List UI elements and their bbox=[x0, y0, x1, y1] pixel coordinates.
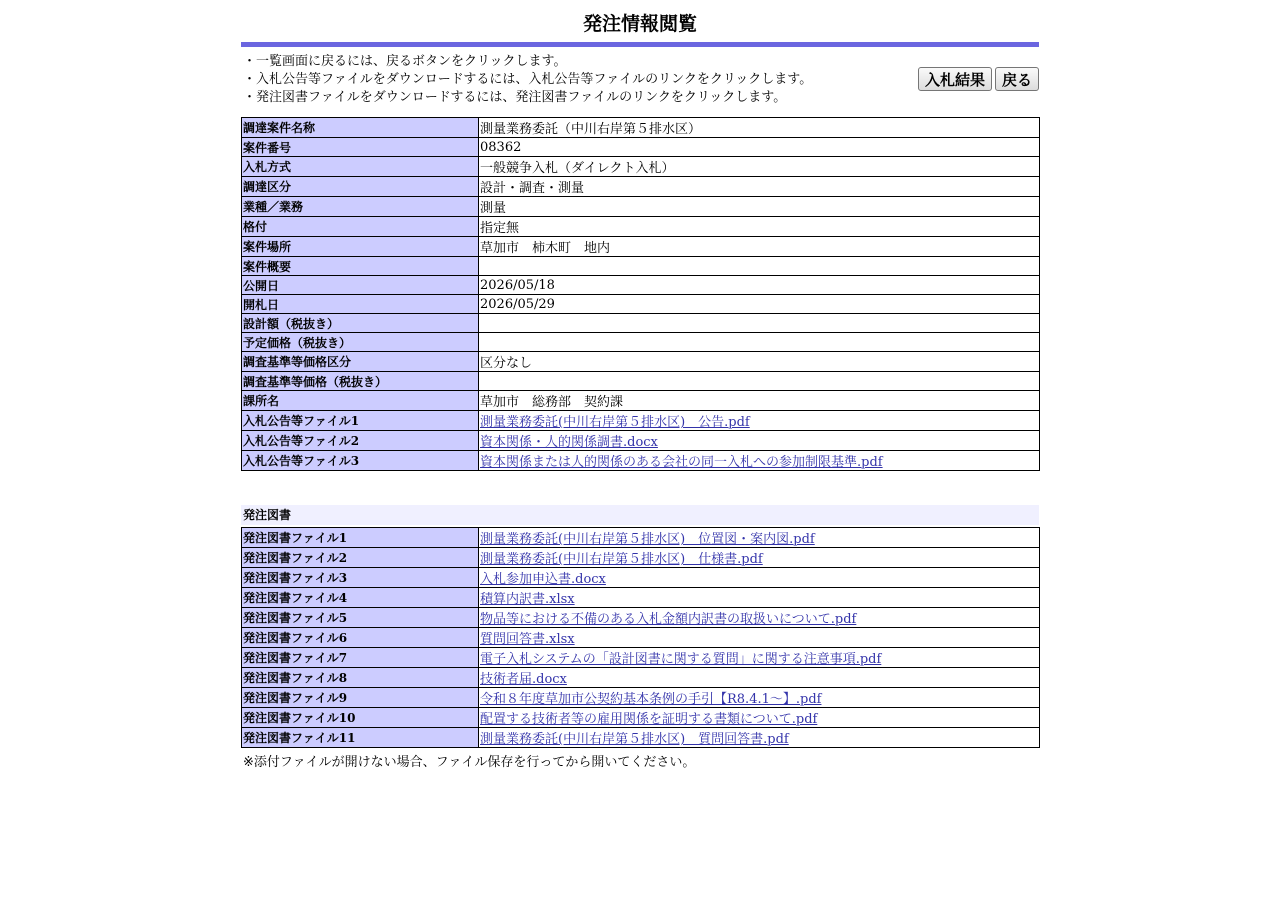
row-value bbox=[479, 372, 1040, 391]
detail-row bbox=[242, 157, 1040, 177]
row-value: 区分なし bbox=[479, 352, 1040, 372]
detail-row bbox=[242, 276, 1040, 295]
document-file-row bbox=[242, 528, 1040, 548]
detail-row bbox=[242, 372, 1040, 391]
row-label: 業種／業務 bbox=[242, 197, 479, 217]
row-value bbox=[479, 257, 1040, 276]
row-label: 入札方式 bbox=[242, 157, 479, 177]
row-value: 2026/05/18 bbox=[479, 276, 1040, 295]
row-value bbox=[479, 431, 1040, 451]
instruction-item: ・一覧画面に戻るには、戻るボタンをクリックします。 bbox=[243, 54, 567, 69]
document-file-row bbox=[242, 548, 1040, 568]
button-group bbox=[918, 67, 1039, 91]
row-label: 案件場所 bbox=[242, 237, 479, 257]
detail-row bbox=[242, 118, 1040, 138]
row-label: 予定価格（税抜き） bbox=[242, 333, 479, 352]
row-label: 調査基準等価格（税抜き） bbox=[242, 372, 479, 391]
footnote: ※添付ファイルが開けない場合、ファイル保存を行ってから開いてください。 bbox=[243, 755, 696, 770]
file-link[interactable]: 積算内訳書.xlsx bbox=[480, 592, 575, 607]
row-label: 発注図書ファイル5 bbox=[242, 608, 479, 628]
row-value bbox=[479, 451, 1040, 471]
row-value: 一般競争入札（ダイレクト入札） bbox=[479, 157, 1040, 177]
detail-row bbox=[242, 295, 1040, 314]
row-label: 案件番号 bbox=[242, 138, 479, 157]
row-label: 発注図書ファイル11 bbox=[242, 728, 479, 748]
file-link[interactable]: 測量業務委託(中川右岸第５排水区) 仕様書.pdf bbox=[480, 552, 763, 567]
row-value bbox=[479, 648, 1040, 668]
file-link[interactable]: 資本関係または人的関係のある会社の同一入札への参加制限基準.pdf bbox=[480, 455, 883, 470]
row-value bbox=[479, 608, 1040, 628]
document-file-row bbox=[242, 648, 1040, 668]
row-value bbox=[479, 548, 1040, 568]
page-title: 発注情報閲覧 bbox=[582, 13, 697, 35]
notice-file-row bbox=[242, 411, 1040, 431]
row-label: 調達案件名称 bbox=[242, 118, 479, 138]
file-link[interactable]: 配置する技術者等の雇用関係を証明する書類について.pdf bbox=[480, 712, 818, 727]
document-file-row bbox=[242, 608, 1040, 628]
file-link[interactable]: 測量業務委託(中川右岸第５排水区) 位置図・案内図.pdf bbox=[480, 532, 815, 547]
row-label: 入札公告等ファイル2 bbox=[242, 431, 479, 451]
documents-table bbox=[241, 527, 1040, 748]
instructions bbox=[241, 47, 1039, 117]
row-label: 発注図書ファイル10 bbox=[242, 708, 479, 728]
detail-row bbox=[242, 352, 1040, 372]
file-link[interactable]: 電子入札システムの「設計図書に関する質問」に関する注意事項.pdf bbox=[480, 652, 882, 667]
row-label: 格付 bbox=[242, 217, 479, 237]
row-label: 開札日 bbox=[242, 295, 479, 314]
document-file-row bbox=[242, 568, 1040, 588]
row-label: 入札公告等ファイル3 bbox=[242, 451, 479, 471]
detail-row bbox=[242, 177, 1040, 197]
row-value bbox=[479, 688, 1040, 708]
file-link[interactable]: 入札参加申込書.docx bbox=[480, 572, 606, 587]
row-value bbox=[479, 728, 1040, 748]
row-value: 08362 bbox=[479, 138, 1040, 157]
row-value bbox=[479, 411, 1040, 431]
row-value bbox=[479, 333, 1040, 352]
row-value bbox=[479, 314, 1040, 333]
instruction-item: ・入札公告等ファイルをダウンロードするには、入札公告等ファイルのリンクをクリックします。 bbox=[243, 72, 813, 87]
row-value: 2026/05/29 bbox=[479, 295, 1040, 314]
document-file-row bbox=[242, 728, 1040, 748]
row-value bbox=[479, 588, 1040, 608]
file-link[interactable]: 測量業務委託(中川右岸第５排水区) 質問回答書.pdf bbox=[480, 732, 789, 747]
row-label: 発注図書ファイル6 bbox=[242, 628, 479, 648]
row-label: 調達区分 bbox=[242, 177, 479, 197]
detail-row bbox=[242, 197, 1040, 217]
row-value: 測量業務委託（中川右岸第５排水区） bbox=[479, 118, 1040, 138]
row-value: 測量 bbox=[479, 197, 1040, 217]
row-label: 発注図書ファイル7 bbox=[242, 648, 479, 668]
bid-results-button[interactable]: 入札結果 bbox=[918, 67, 992, 91]
detail-row bbox=[242, 391, 1040, 411]
row-label: 発注図書ファイル8 bbox=[242, 668, 479, 688]
details-table bbox=[241, 117, 1040, 471]
row-label: 課所名 bbox=[242, 391, 479, 411]
row-label: 発注図書ファイル2 bbox=[242, 548, 479, 568]
document-file-row bbox=[242, 688, 1040, 708]
detail-row bbox=[242, 257, 1040, 276]
file-link[interactable]: 令和８年度草加市公契約基本条例の手引【R8.4.1～】.pdf bbox=[480, 692, 822, 707]
file-link[interactable]: 資本関係・人的関係調書.docx bbox=[480, 435, 658, 450]
document-file-row bbox=[242, 588, 1040, 608]
row-label: 発注図書ファイル9 bbox=[242, 688, 479, 708]
detail-row bbox=[242, 217, 1040, 237]
row-label: 入札公告等ファイル1 bbox=[242, 411, 479, 431]
row-value bbox=[479, 528, 1040, 548]
row-label: 発注図書ファイル1 bbox=[242, 528, 479, 548]
detail-row bbox=[242, 333, 1040, 352]
row-value bbox=[479, 668, 1040, 688]
row-value bbox=[479, 568, 1040, 588]
notice-file-row bbox=[242, 431, 1040, 451]
back-button[interactable]: 戻る bbox=[995, 67, 1039, 91]
documents-heading: 発注図書 bbox=[241, 505, 1039, 525]
row-value: 草加市 柿木町 地内 bbox=[479, 237, 1040, 257]
row-label: 発注図書ファイル3 bbox=[242, 568, 479, 588]
row-value bbox=[479, 708, 1040, 728]
file-link[interactable]: 測量業務委託(中川右岸第５排水区) 公告.pdf bbox=[480, 415, 750, 430]
row-value: 指定無 bbox=[479, 217, 1040, 237]
row-value bbox=[479, 628, 1040, 648]
detail-row bbox=[242, 314, 1040, 333]
detail-row bbox=[242, 237, 1040, 257]
documents-section bbox=[241, 505, 1039, 773]
document-file-row bbox=[242, 708, 1040, 728]
document-file-row bbox=[242, 668, 1040, 688]
file-link[interactable]: 質問回答書.xlsx bbox=[480, 632, 575, 647]
document-file-row bbox=[242, 628, 1040, 648]
page-container bbox=[241, 0, 1039, 773]
notice-file-row bbox=[242, 451, 1040, 471]
row-label: 公開日 bbox=[242, 276, 479, 295]
row-label: 発注図書ファイル4 bbox=[242, 588, 479, 608]
detail-row bbox=[242, 138, 1040, 157]
row-label: 調査基準等価格区分 bbox=[242, 352, 479, 372]
instruction-item: ・発注図書ファイルをダウンロードするには、発注図書ファイルのリンクをクリックします。 bbox=[243, 90, 787, 105]
file-link[interactable]: 技術者届.docx bbox=[480, 672, 567, 687]
row-value: 設計・調査・測量 bbox=[479, 177, 1040, 197]
file-link[interactable]: 物品等における不備のある入札金額内訳書の取扱いについて.pdf bbox=[480, 612, 857, 627]
row-label: 案件概要 bbox=[242, 257, 479, 276]
row-value: 草加市 総務部 契約課 bbox=[479, 391, 1040, 411]
row-label: 設計額（税抜き） bbox=[242, 314, 479, 333]
